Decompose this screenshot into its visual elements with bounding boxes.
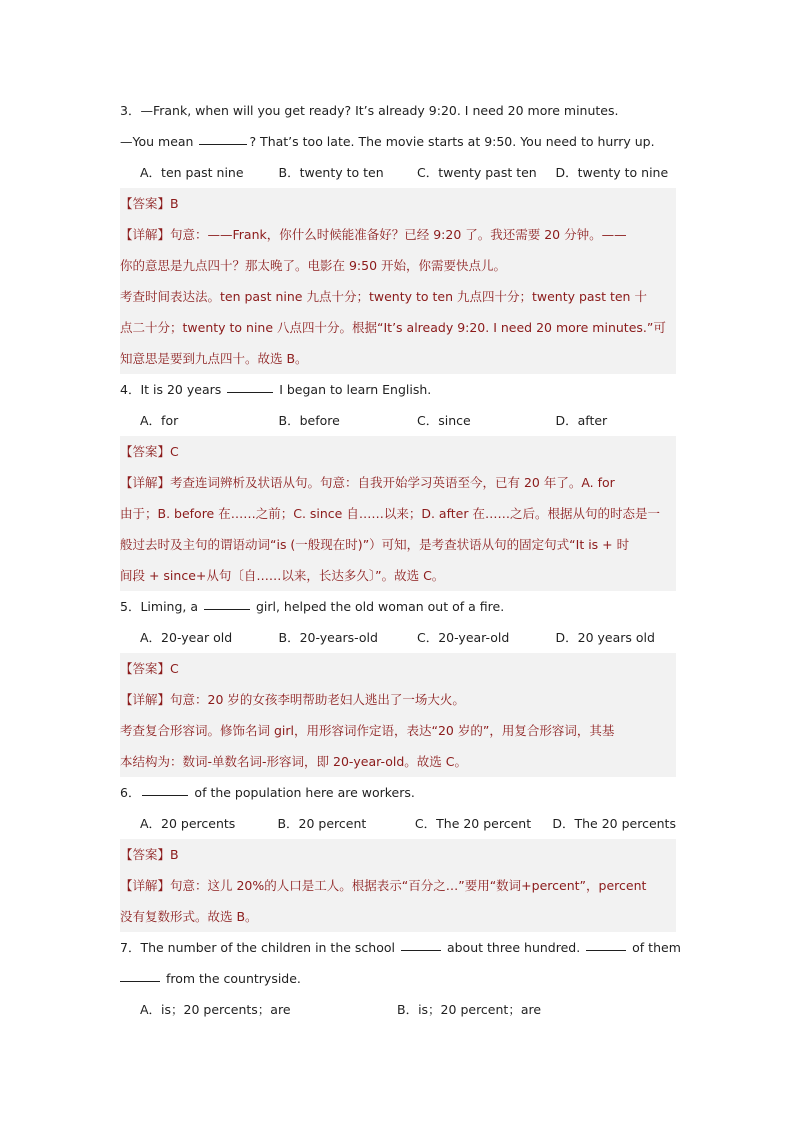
stem-text: I began to learn English. <box>275 382 432 397</box>
question-stem <box>120 374 676 405</box>
question-4 <box>120 374 676 591</box>
question-number: 5． <box>120 599 141 614</box>
option-a: A．20-year old <box>140 630 233 645</box>
detail-line: 考查时间表达法。ten past nine 九点十分；twenty to ten 九点四十分；twenty past ten 十 <box>120 289 647 304</box>
option-a: A．20 percents <box>140 816 236 831</box>
stem-text: —Frank, when will you get ready? It’s already 9:20. I need 20 more minutes. <box>140 103 619 118</box>
answer-blank <box>586 949 626 951</box>
option-c: C．since <box>417 413 471 428</box>
option-c: C．20-year-old <box>417 630 510 645</box>
question-stem <box>120 95 676 126</box>
detail-line: 【详解】句意：20 岁的女孩李明帮助老妇人逃出了一场大火。 <box>120 692 465 707</box>
detail-line: 般过去时及主句的谓语动词“is (一般现在时)”）可知，是考查状语从句的固定句式“It is + 时 <box>120 537 630 552</box>
stem-text: The number of the children in the school <box>140 940 399 955</box>
question-6 <box>120 777 676 932</box>
detail-line: 点二十分；twenty to nine 八点四十分。根据“It’s already 9:20. I need 20 more minutes.”可 <box>120 320 666 335</box>
question-5 <box>120 591 676 777</box>
option-a: A．for <box>140 413 179 428</box>
answer-blank <box>142 794 188 796</box>
question-stem <box>120 591 676 622</box>
answer-block <box>120 653 676 777</box>
answer-blank <box>401 949 441 951</box>
question-7 <box>120 932 681 1025</box>
stem-text: ? That’s too late. The movie starts at 9:50. You need to hurry up. <box>249 134 655 149</box>
stem-text: of the population here are workers. <box>190 785 415 800</box>
detail-line: 【详解】句意：这儿 20%的人口是工人。根据表示“百分之…”要用“数词+percent”，percent <box>120 878 647 893</box>
stem-text: It is 20 years <box>140 382 226 397</box>
option-b: B．twenty to ten <box>278 165 384 180</box>
options-row <box>120 994 676 1025</box>
question-3 <box>120 95 676 374</box>
option-d: D．The 20 percents <box>552 816 676 831</box>
answer-blank <box>120 980 160 982</box>
answer-label: 【答案】C <box>120 661 179 676</box>
answer-block <box>120 436 676 591</box>
option-a: A．is；20 percents；are <box>140 1002 291 1017</box>
answer-blank <box>199 143 247 145</box>
answer-label: 【答案】B <box>120 847 179 862</box>
answer-block <box>120 839 676 932</box>
detail-line: 你的意思是九点四十？那太晚了。电影在 9:50 开始，你需要快点儿。 <box>120 258 507 273</box>
option-a: A．ten past nine <box>140 165 244 180</box>
stem-text: Liming, a <box>140 599 202 614</box>
stem-text: of them <box>628 940 681 955</box>
question-number: 4． <box>120 382 141 397</box>
question-stem <box>120 932 681 963</box>
option-b: B．20 percent <box>277 816 367 831</box>
detail-line: 【详解】考查连词辨析及状语从句。句意：自我开始学习英语至今，已有 20 年了。A. for <box>120 475 615 490</box>
stem-text: about three hundred. <box>442 940 585 955</box>
option-d: D．twenty to nine <box>555 165 669 180</box>
options-row <box>120 405 676 436</box>
stem-text: —You mean <box>120 134 198 149</box>
option-b: B．before <box>278 413 340 428</box>
option-c: C．The 20 percent <box>414 816 532 831</box>
detail-line: 【详解】句意：——Frank，你什么时候能准备好？已经 9:20 了。我还需要 20 分钟。—— <box>120 227 627 242</box>
question-stem <box>120 777 676 808</box>
options-row <box>120 808 676 839</box>
detail-line: 间段 + since+从句〔自……以来，长达多久〕”。故选 C。 <box>120 568 445 583</box>
answer-blank <box>204 608 250 610</box>
question-number: 6． <box>120 785 141 800</box>
question-number: 3． <box>120 103 141 118</box>
detail-line: 由于；B. before 在……之前；C. since 自……以来；D. after 在……之后。根据从句的时态是一 <box>120 506 660 521</box>
question-number: 7． <box>120 940 141 955</box>
options-row <box>120 157 676 188</box>
detail-line: 考查复合形容词。修饰名词 girl，用形容词作定语，表达“20 岁的”，用复合形容词，其基 <box>120 723 615 738</box>
detail-line: 本结构为：数词-单数名词-形容词，即 20-year-old。故选 C。 <box>120 754 467 769</box>
detail-line: 没有复数形式。故选 B。 <box>120 909 258 924</box>
answer-blank <box>227 391 273 393</box>
option-c: C．twenty past ten <box>417 165 537 180</box>
options-row <box>120 622 676 653</box>
detail-line: 知意思是要到九点四十。故选 B。 <box>120 351 308 366</box>
option-d: D．20 years old <box>555 630 655 645</box>
stem-text: from the countryside. <box>162 971 301 986</box>
question-stem-continued <box>120 126 676 157</box>
answer-block <box>120 188 676 374</box>
stem-text: girl, helped the old woman out of a fire. <box>251 599 505 614</box>
question-stem-continued <box>120 963 676 994</box>
option-b: B．is；20 percent；are <box>397 1002 542 1017</box>
answer-label: 【答案】B <box>120 196 179 211</box>
question-list <box>120 95 681 1025</box>
option-b: B．20-years-old <box>278 630 378 645</box>
answer-label: 【答案】C <box>120 444 179 459</box>
option-d: D．after <box>555 413 608 428</box>
